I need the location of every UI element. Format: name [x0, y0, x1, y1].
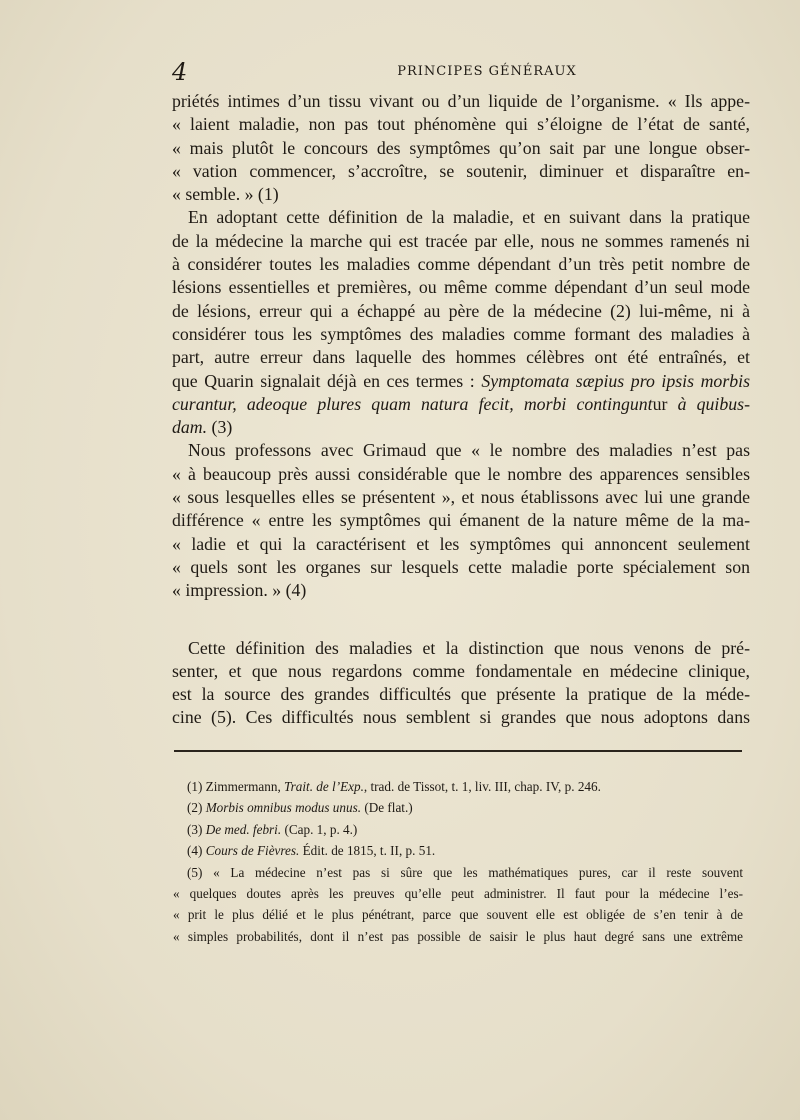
footnote-text: (1) Zimmermann,	[187, 779, 285, 794]
footnote-text: Édit. de 1815, t. II, p. 51.	[299, 843, 436, 859]
text-line: « semble. » (1)	[172, 184, 279, 205]
text-line: « sous lesquelles elles se présentent », et nous établissons avec lui une grande	[172, 487, 750, 508]
latin-quote: curantur, adeoque plures quam natura fecit, morbi contingunt	[172, 393, 653, 414]
text-line: « impression. » (4)	[172, 580, 307, 601]
text-line: « ladie et qui la caractérisent et les symptômes qui annoncent seulement	[172, 533, 750, 554]
running-title: PRINCIPES GÉNÉRAUX	[397, 64, 577, 79]
footnote-5-line: « prit le plus délié et le plus pénétrant, parce que souvent elle est obligée de s’en tenir à de	[173, 907, 743, 923]
text-line: priétés intimes d’un tissu vivant ou d’un liquide de l’organisme. « Ils appe-	[172, 91, 750, 111]
text-line: Nous professons avec Grimaud que « le nombre des maladies n’est pas	[188, 440, 750, 461]
text-line: « mais plutôt le concours des symptômes qu’on sait par une longue obser-	[172, 137, 750, 158]
footnote-4	[187, 840, 743, 861]
text-line	[172, 393, 750, 416]
text-line: Cette définition des maladies et la distinction que nous venons de pré-	[188, 637, 750, 658]
text-line: « vation commencer, s’accroître, se soutenir, diminuer et disparaître en-	[172, 160, 750, 181]
footnote-title: Morbis omnibus modus unus.	[205, 800, 362, 816]
footnote-5-line: « quelques doutes après les preuves qu’elle peut administrer. Il faut pour la médecine l’es-	[173, 885, 743, 901]
footnote-rule	[174, 750, 742, 752]
paragraph-gap	[172, 603, 750, 637]
latin-quote: à quibus-	[667, 393, 750, 414]
text-line: différence « entre les symptômes qui émanent de la nature même de la ma-	[172, 510, 750, 531]
footnote-3	[187, 819, 743, 840]
footnote-text: (3)	[187, 821, 206, 837]
text-line	[172, 370, 750, 393]
footnote-text: (Cap. 1, p. 4.)	[281, 821, 358, 837]
latin-quote: dam.	[172, 417, 208, 438]
footnote-title: Cours de Fièvres.	[205, 843, 300, 859]
text-line: considérer tous les symptômes des maladies comme formant des maladies à	[172, 323, 750, 344]
text-line: « quels sont les organes sur lesquels cette maladie porte spécialement son	[172, 556, 750, 577]
latin-quote: Symptomata sæpius pro ipsis morbis	[481, 370, 750, 391]
text-line	[172, 416, 750, 439]
footnote-5: (5) « La médecine n’est pas si sûre que les mathématiques pures, car il reste souvent	[187, 864, 743, 880]
footnote-2	[187, 797, 743, 818]
page-number: 4	[172, 58, 188, 86]
text-line: lésions essentielles et premières, ou même comme dépendant d’un seul mode	[172, 277, 750, 298]
footnote-title: De med. febri.	[205, 821, 282, 837]
text-line: de lésions, erreur qui a échappé au père de la médecine (2) lui-même, ni à	[172, 300, 750, 321]
footnote-ref: (3)	[207, 417, 233, 438]
footnote-text: (De flat.)	[361, 800, 413, 816]
text-line: est la source des grandes difficultés que présente la pratique de la méde-	[172, 684, 750, 705]
footnote-text: (2)	[187, 800, 206, 816]
text-line: cine (5). Ces difficultés nous semblent si grandes que nous adoptons dans	[172, 707, 750, 728]
footnote-5-line: « simples probabilités, dont il n’est pas possible de saisir le plus haut degré sans une extrême	[173, 928, 743, 944]
footnote-text: (4)	[187, 843, 206, 859]
footnotes	[173, 776, 743, 947]
text-line: de la médecine la marche qui est tracée par elle, nous ne sommes ramenés ni	[172, 230, 750, 251]
text-line: « à beaucoup près aussi considérable que le nombre des apparences sensibles	[172, 463, 750, 484]
page-header	[172, 58, 742, 86]
main-text	[172, 90, 750, 730]
text-segment: que Quarin signalait déjà en ces termes :	[172, 370, 475, 391]
text-line: En adoptant cette définition de la maladie, et en suivant dans la pratique	[188, 207, 750, 228]
text-line: à considérer toutes les maladies comme dépendant d’un très petit nombre de	[172, 254, 750, 275]
text-line: senter, et que nous regardons comme fondamentale en médecine clinique,	[172, 660, 750, 681]
footnote-1	[187, 776, 743, 797]
footnote-text: , trad. de Tissot, t. 1, liv. III, chap. IV, p. 246.	[363, 779, 601, 794]
latin-quote-roman: ur	[652, 393, 668, 414]
text-line: « laient maladie, non pas tout phénomène qui s’éloigne de l’état de santé,	[172, 114, 750, 135]
footnote-title: Trait. de l’Exp.	[284, 779, 364, 794]
text-line: part, autre erreur dans laquelle des hommes célèbres ont été entraînés, et	[172, 347, 750, 368]
